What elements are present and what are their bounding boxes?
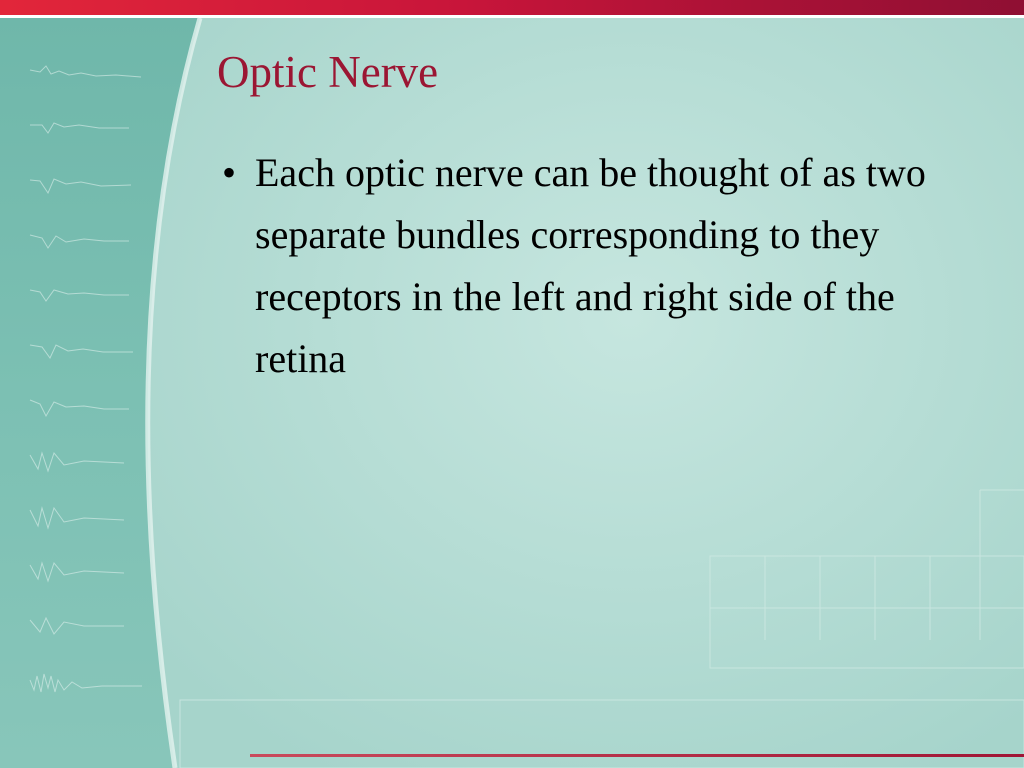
bullet-list (222, 142, 992, 390)
bullet-marker: • (222, 150, 237, 195)
bullet-item (222, 142, 992, 390)
slide-title: Optic Nerve (217, 47, 439, 97)
bullet-text: Each optic nerve can be thought of as two separate bundles corresponding to they receptors in the left and right side of the retina (255, 150, 926, 381)
content-area (0, 18, 1024, 768)
bottom-accent-line (250, 754, 1024, 757)
